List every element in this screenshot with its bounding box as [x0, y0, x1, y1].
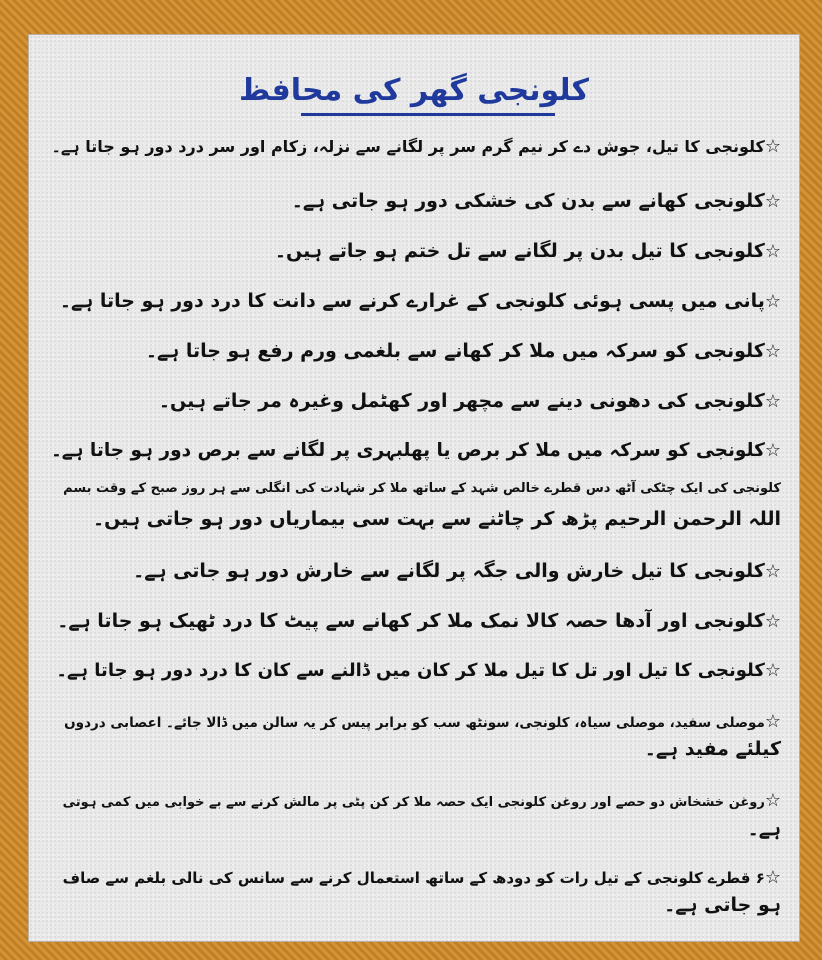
remedy-line: [133, 559, 781, 584]
remedy-text: کلونجی کا تیل بدن پر لگانے سے تل ختم ہو جاتے ہیں۔: [274, 240, 765, 262]
remedy-line: [645, 737, 781, 761]
remedy-line: [748, 817, 781, 841]
content-panel: [28, 34, 800, 942]
remedy-line: [63, 866, 781, 890]
remedy-text: کلونجی کی دھونی دینے سے مچھر اور کھٹمل وغیرہ مر جاتے ہیں۔: [158, 390, 765, 412]
remedy-text: کلونجی اور آدھا حصہ کالا نمک ملا کر کھانے سے پیٹ کا درد ٹھیک ہو جاتا ہے۔: [57, 610, 765, 632]
star-icon: ☆: [764, 341, 781, 362]
remedy-text: کلونجی کا تیل اور تل کا تیل ملا کر کان میں ڈالنے سے کان کا درد دور ہو جاتا ہے۔: [56, 660, 765, 681]
remedy-line: [60, 289, 781, 314]
remedy-text: کلونجی کھانے سے بدن کی خشکی دور ہو جاتی ہے۔: [291, 190, 765, 212]
star-icon: ☆: [764, 711, 781, 732]
star-icon: ☆: [764, 561, 781, 582]
remedy-line: [51, 439, 781, 463]
remedy-text: کلونجی کا تیل، جوش دے کر نیم گرم سر پر لگانے سے نزلہ، زکام اور سر درد دور ہو جاتا ہے۔: [51, 137, 765, 156]
star-icon: ☆: [764, 611, 781, 632]
star-icon: ☆: [764, 660, 781, 681]
remedy-line: [63, 477, 781, 501]
star-icon: ☆: [764, 790, 781, 811]
remedy-line: [52, 135, 781, 159]
remedy-text: کلونجی کو سرکہ میں ملا کر برص یا پھلبہری پر لگانے سے برص دور ہو جاتا ہے۔: [50, 440, 765, 461]
remedy-line: [275, 239, 781, 264]
remedy-text: پانی میں پسی ہوئی کلونجی کے غرارے کرنے سے دانت کا درد دور ہو جاتا ہے۔: [59, 290, 765, 312]
remedy-text: کلونجی کا تیل خارش والی جگہ پر لگانے سے خارش دور ہو جاتی ہے۔: [133, 560, 765, 582]
remedy-line: [57, 609, 781, 634]
star-icon: ☆: [764, 867, 781, 888]
remedy-line: [93, 507, 781, 531]
remedy-text: موصلی سفید، موصلی سیاہ، کلونجی، سونٹھ سب کو برابر پیس کر یہ سالن میں ڈالا جائے۔ اعصابی دردوں: [64, 715, 765, 731]
remedy-text: کیلئے مفید ہے۔: [644, 738, 781, 760]
remedy-text: روغن خشخاش دو حصے اور روغن کلونجی ایک حصہ ملا کر کن پٹی پر مالش کرنے سے بے خوابی میں کمی ہوتی: [62, 795, 765, 810]
remedy-line: [664, 893, 781, 917]
remedy-line: [56, 659, 781, 683]
remedy-line: [64, 710, 781, 735]
star-icon: ☆: [764, 136, 781, 157]
star-icon: ☆: [764, 291, 781, 312]
page-title: کلونجی گھر کی محافظ: [238, 73, 589, 108]
remedy-text: کلونجی کی ایک چٹکی آٹھ دس قطرے خالص شہد کے ساتھ ملا کر شہادت کی انگلی سے ہر روز صبح کے وقت بسم: [63, 481, 781, 496]
remedy-text: کلونجی کو سرکہ میں ملا کر کھانے سے بلغمی ورم رفع ہو جاتا ہے۔: [145, 340, 765, 362]
star-icon: ☆: [764, 440, 781, 461]
remedy-list: [29, 35, 799, 941]
star-icon: ☆: [764, 241, 781, 262]
star-icon: ☆: [764, 391, 781, 412]
remedy-line: [146, 339, 781, 364]
remedy-line: [63, 789, 781, 815]
remedy-text: اللہ الرحمن الرحیم پڑھ کر چاٹنے سے بہت سی بیماریاں دور ہو جاتی ہیں۔: [93, 508, 781, 530]
remedy-line: [159, 389, 781, 414]
remedy-line: [292, 189, 781, 214]
remedy-text: ۶ قطرے کلونجی کے تیل رات کو دودھ کے ساتھ استعمال کرنے سے سانس کی نالی بلغم سے صاف: [62, 869, 765, 887]
remedy-text: ہے۔: [747, 818, 781, 840]
remedy-text: ہو جاتی ہے۔: [664, 894, 781, 916]
star-icon: ☆: [764, 191, 781, 212]
